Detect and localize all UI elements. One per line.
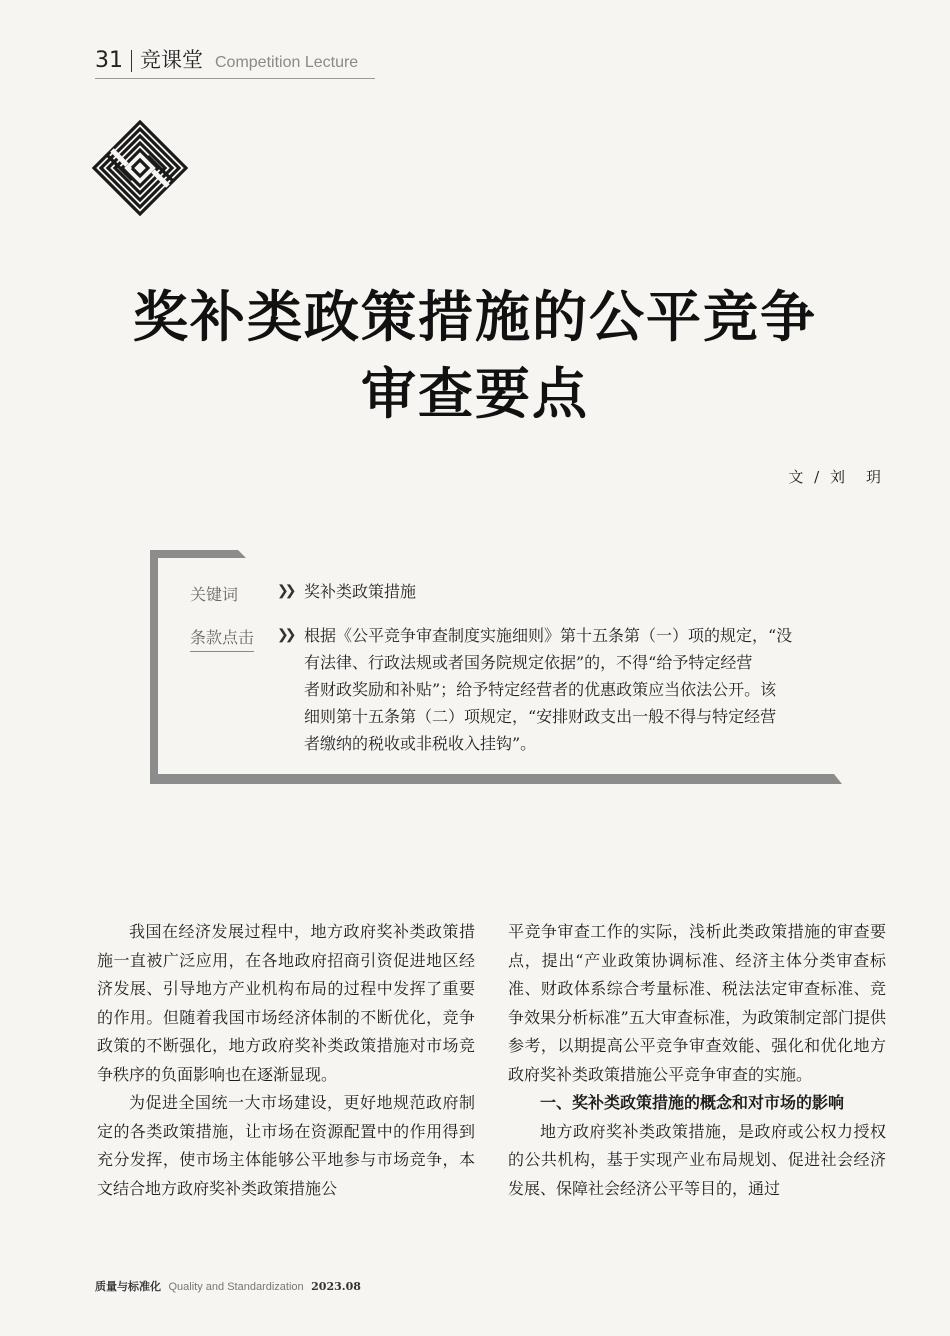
page-number: 31 [95,48,123,73]
clause-line: 者缴纳的税收或非税收入挂钩”。 [304,734,537,753]
clause-arrow-icon: ❯❯ [277,627,293,643]
clause-line: 者财政奖励和补贴”；给予特定经营者的优惠政策应当依法公开。该 [304,680,777,699]
running-header [95,44,358,78]
author-byline: 文 / 刘 玥 [788,468,884,486]
clause-label: 条款点击 [190,625,254,652]
diamond-maze-logo-icon [92,120,188,220]
section-heading: 一、奖补类政策措施的概念和对市场的影响 [540,1093,845,1112]
keywords-label: 关键词 [190,585,239,604]
header-rule [95,78,375,79]
article-title-line-1: 奖补类政策措施的公平竞争 [132,285,817,349]
issue-number: 2023.08 [311,1280,361,1293]
body-paragraph: 地方政府奖补类政策措施，是政府或公权力授权的公共机构，基于实现产业布局规划、促进社会经济发展、保障社会经济公平等目的，通过 [508,1121,886,1198]
clause-line: 根据《公平竞争审查制度实施细则》第十五条第（一）项的规定，“没 [304,626,793,645]
journal-name-en: Quality and Standardization [168,1281,304,1293]
body-right-column [508,918,886,1203]
body-left-column [97,918,475,1203]
keywords-value: 奖补类政策措施 [304,582,417,601]
journal-name-cn: 质量与标准化 [95,1280,161,1293]
body-paragraph: 为促进全国统一大市场建设，更好地规范政府制定的各类政策措施，让市场在资源配置中的作用得到充分发挥，使市场主体能够公平地参与市场竞争，本文结合地方政府奖补类政策措施公 [97,1093,475,1198]
header-separator [131,50,132,72]
article-title-line-2: 审查要点 [360,362,589,426]
clause-text [304,622,792,757]
body-paragraph: 平竞争审查工作的实际，浅析此类政策措施的审查要点，提出“产业政策协调标准、经济主体分类审查标准、财政体系综合考量标准、税法法定审查标准、竞争效果分析标准”五大审查标准，为政策制定部门提供参考，以期提高公平竞争审查效能、强化和优化地方政府奖补类政策措施公平竞争审查的实施。 [508,922,886,1084]
section-title-en: Competition Lecture [215,54,359,71]
keywords-arrow-icon: ❯❯ [277,583,293,599]
body-paragraph: 我国在经济发展过程中，地方政府奖补类政策措施一直被广泛应用，在各地政府招商引资促进地区经济发展、引导地方产业机构布局的过程中发挥了重要的作用。但随着我国市场经济体制的不断优化，竞争政策的不断强化，地方政府奖补类政策措施对市场竞争秩序的负面影响也在逐渐显现。 [97,922,475,1084]
page-footer [95,1278,361,1294]
clause-line: 细则第十五条第（二）项规定，“安排财政支出一般不得与特定经营 [304,707,777,726]
section-title-cn: 竞课堂 [140,48,203,72]
clause-line: 有法律、行政法规或者国务院规定依据”的，不得“给予特定经营 [304,653,753,672]
